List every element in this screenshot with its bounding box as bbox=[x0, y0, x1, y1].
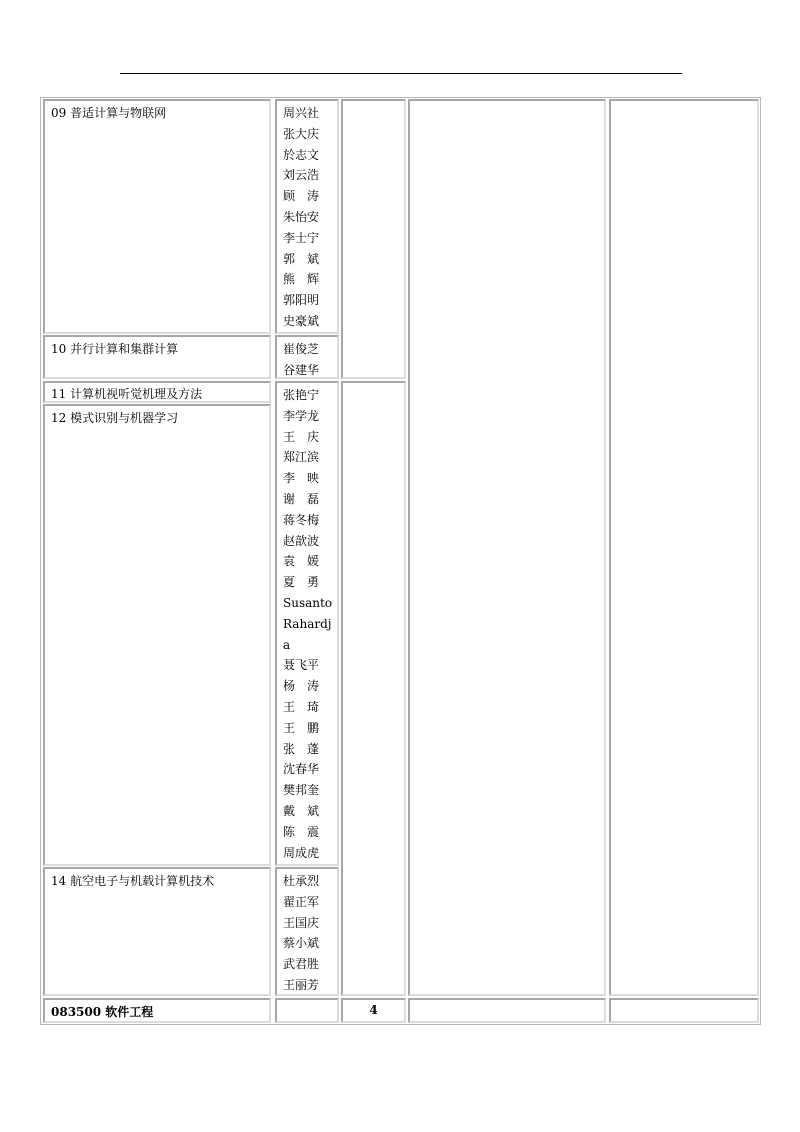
advisor-name: 谷建华 bbox=[283, 362, 320, 377]
advisor-cell-14 bbox=[275, 867, 339, 996]
advisor-name: 王 庆 bbox=[283, 429, 320, 444]
blank-cell-col3-top bbox=[341, 99, 406, 379]
discipline-code-name: 083500 软件工程 bbox=[51, 1005, 154, 1019]
advisor-name: 郭 斌 bbox=[283, 251, 320, 266]
direction-cell-14 bbox=[43, 867, 271, 996]
advisor-name: 郑江滨 bbox=[283, 450, 320, 465]
footer-col5-cell bbox=[609, 998, 759, 1023]
advisor-name: 李 映 bbox=[283, 471, 320, 486]
footer-code-cell bbox=[43, 998, 271, 1023]
advisor-name: 张 蓬 bbox=[283, 741, 320, 756]
direction-label: 12 模式识别与机器学习 bbox=[51, 411, 179, 425]
advisor-name: 周成虎 bbox=[283, 845, 320, 860]
advisor-name: 戴 斌 bbox=[283, 803, 320, 818]
advisor-name: 张大庆 bbox=[283, 126, 320, 141]
advisor-name: 朱怡安 bbox=[283, 209, 320, 224]
footer-col4-cell bbox=[408, 998, 606, 1023]
direction-label: 14 航空电子与机载计算机技术 bbox=[51, 874, 215, 888]
advisor-name: a bbox=[283, 637, 291, 652]
blank-cell-col4 bbox=[408, 99, 606, 996]
advisor-name: 刘云浩 bbox=[283, 168, 320, 183]
direction-label: 10 并行计算和集群计算 bbox=[51, 342, 179, 356]
advisor-name: 武君胜 bbox=[283, 957, 320, 972]
footer-count-cell bbox=[341, 998, 406, 1023]
advisor-name: 於志文 bbox=[283, 147, 320, 162]
advisor-cell-09 bbox=[275, 99, 339, 334]
footer-advisor-cell bbox=[275, 998, 339, 1023]
advisor-name: 杨 涛 bbox=[283, 679, 320, 694]
advisor-name: 袁 媛 bbox=[283, 554, 320, 569]
advisor-name: 陈 震 bbox=[283, 824, 320, 839]
advisor-name: 崔俊芝 bbox=[283, 342, 320, 356]
advisor-name: 蔡小斌 bbox=[283, 936, 320, 951]
direction-cell-09 bbox=[43, 99, 271, 334]
advisor-name: 樊邦奎 bbox=[283, 783, 320, 798]
advisor-name: 翟正军 bbox=[283, 894, 320, 909]
advisor-name: Susanto bbox=[283, 595, 333, 610]
blank-cell-col3-bottom bbox=[341, 381, 406, 996]
advisor-name: 王国庆 bbox=[283, 915, 320, 930]
advisor-name: 赵歆波 bbox=[283, 533, 320, 548]
blank-cell-col5 bbox=[609, 99, 759, 996]
advisor-name: 史豪斌 bbox=[283, 313, 320, 328]
direction-label: 09 普适计算与物联网 bbox=[51, 106, 167, 120]
advisor-cell-10 bbox=[275, 335, 339, 379]
direction-label: 11 计算机视听觉机理及方法 bbox=[51, 387, 203, 401]
header-rule bbox=[120, 73, 682, 74]
advisor-name: 李士宁 bbox=[283, 230, 320, 245]
advisor-name: 王丽芳 bbox=[283, 977, 320, 992]
direction-cell-12 bbox=[43, 404, 271, 866]
direction-cell-10 bbox=[43, 335, 271, 379]
advisor-name: 李学龙 bbox=[283, 408, 320, 423]
advisor-name: 王 鹏 bbox=[283, 720, 320, 735]
direction-cell-11 bbox=[43, 381, 271, 403]
advisor-name: 沈春华 bbox=[283, 762, 320, 777]
advisor-name: 杜承烈 bbox=[283, 874, 320, 888]
advisor-name: 夏 勇 bbox=[283, 575, 320, 590]
enrollment-count: 4 bbox=[369, 1003, 378, 1017]
advisor-name: 熊 辉 bbox=[283, 272, 320, 287]
advisor-name: 蒋冬梅 bbox=[283, 512, 320, 527]
advisor-name: 周兴社 bbox=[283, 106, 320, 120]
advisor-cell-11-12 bbox=[275, 381, 339, 866]
advisor-name: 郭阳明 bbox=[283, 293, 320, 308]
advisor-name: Rahardj bbox=[283, 616, 332, 631]
advisor-name: 谢 磊 bbox=[283, 491, 320, 506]
advisor-name: 聂飞平 bbox=[283, 658, 320, 673]
advisor-name: 张艳宁 bbox=[283, 388, 320, 402]
advisor-name: 顾 涛 bbox=[283, 189, 320, 204]
advisor-name: 王 琦 bbox=[283, 699, 320, 714]
